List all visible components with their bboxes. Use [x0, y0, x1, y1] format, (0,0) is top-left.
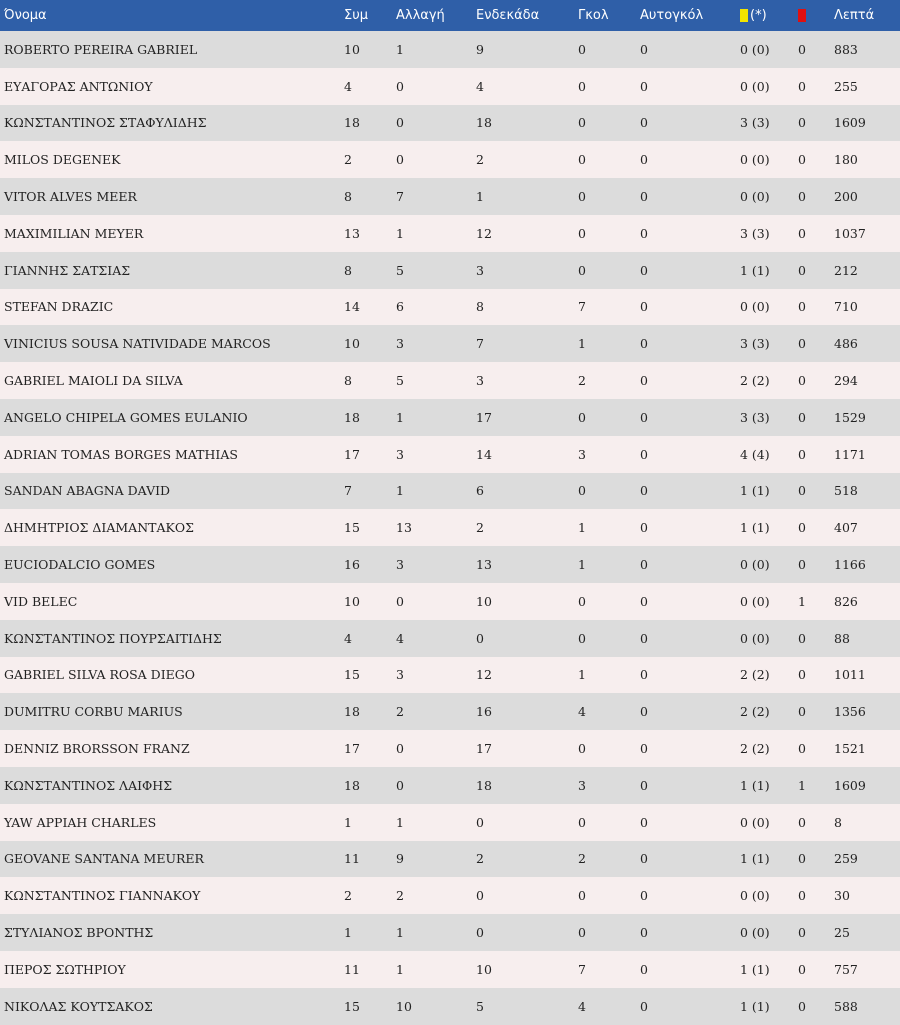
cell-appearances: 1 — [344, 814, 352, 830]
table-row[interactable] — [0, 988, 900, 1025]
cell-red-cards: 0 — [798, 336, 806, 352]
cell-yellow-cards: 0 (0) — [740, 593, 770, 609]
table-row[interactable] — [0, 951, 900, 988]
cell-player-name[interactable]: GABRIEL MAIOLI DA SILVA — [4, 373, 183, 389]
cell-own-goals: 0 — [640, 483, 648, 499]
cell-yellow-cards: 0 (0) — [740, 299, 770, 315]
table-row[interactable] — [0, 399, 900, 436]
cell-player-name[interactable]: ΚΩΝΣΤΑΝΤΙΝΟΣ ΓΙΑΝΝΑΚΟΥ — [4, 888, 201, 904]
cell-goals: 0 — [578, 630, 586, 646]
cell-red-cards: 0 — [798, 814, 806, 830]
cell-starts: 7 — [476, 336, 484, 352]
cell-minutes: 259 — [834, 851, 858, 867]
cell-yellow-cards: 1 (1) — [740, 851, 770, 867]
cell-yellow-cards: 4 (4) — [740, 446, 770, 462]
table-header-row — [0, 0, 900, 31]
cell-appearances: 15 — [344, 667, 360, 683]
cell-yellow-cards: 0 (0) — [740, 888, 770, 904]
cell-starts: 3 — [476, 373, 484, 389]
cell-player-name[interactable]: MILOS DEGENEK — [4, 152, 121, 168]
table-row[interactable] — [0, 325, 900, 362]
table-row[interactable] — [0, 215, 900, 252]
cell-own-goals: 0 — [640, 78, 648, 94]
header-substitutions[interactable]: Αλλαγή — [396, 8, 445, 23]
cell-goals: 7 — [578, 299, 586, 315]
cell-player-name[interactable]: ΚΩΝΣΤΑΝΤΙΝΟΣ ΣΤΑΦΥΛΙΔΗΣ — [4, 115, 207, 131]
cell-starts: 4 — [476, 78, 484, 94]
table-row[interactable] — [0, 362, 900, 399]
cell-starts: 2 — [476, 520, 484, 536]
header-own-goals[interactable]: Αυτογκόλ — [640, 8, 704, 23]
cell-red-cards: 0 — [798, 630, 806, 646]
cell-yellow-cards: 0 (0) — [740, 152, 770, 168]
header-name[interactable]: Όνομα — [4, 8, 47, 23]
cell-red-cards: 0 — [798, 998, 806, 1014]
cell-player-name[interactable]: DENNIZ BRORSSON FRANZ — [4, 741, 190, 757]
cell-minutes: 200 — [834, 189, 858, 205]
cell-own-goals: 0 — [640, 152, 648, 168]
cell-minutes: 407 — [834, 520, 858, 536]
cell-own-goals: 0 — [640, 299, 648, 315]
header-starts[interactable]: Ενδεκάδα — [476, 8, 540, 23]
cell-minutes: 710 — [834, 299, 858, 315]
cell-substitutions: 5 — [396, 373, 404, 389]
table-row[interactable] — [0, 289, 900, 326]
cell-own-goals: 0 — [640, 336, 648, 352]
cell-starts: 12 — [476, 667, 492, 683]
cell-own-goals: 0 — [640, 373, 648, 389]
cell-yellow-cards: 1 (1) — [740, 483, 770, 499]
cell-starts: 9 — [476, 41, 484, 57]
cell-substitutions: 2 — [396, 704, 404, 720]
cell-substitutions: 10 — [396, 998, 412, 1014]
cell-goals: 0 — [578, 78, 586, 94]
cell-own-goals: 0 — [640, 225, 648, 241]
cell-red-cards: 0 — [798, 925, 806, 941]
cell-yellow-cards: 3 (3) — [740, 336, 770, 352]
cell-appearances: 17 — [344, 741, 360, 757]
cell-goals: 0 — [578, 925, 586, 941]
cell-appearances: 15 — [344, 520, 360, 536]
cell-player-name[interactable]: ADRIAN TOMAS BORGES MATHIAS — [4, 446, 238, 462]
cell-starts: 17 — [476, 741, 492, 757]
cell-goals: 0 — [578, 152, 586, 168]
cell-minutes: 518 — [834, 483, 858, 499]
cell-goals: 0 — [578, 814, 586, 830]
cell-starts: 6 — [476, 483, 484, 499]
cell-red-cards: 0 — [798, 446, 806, 462]
cell-goals: 1 — [578, 557, 586, 573]
cell-minutes: 486 — [834, 336, 858, 352]
cell-appearances: 11 — [344, 961, 360, 977]
cell-red-cards: 0 — [798, 115, 806, 131]
cell-goals: 0 — [578, 189, 586, 205]
cell-player-name[interactable]: ANGELO CHIPELA GOMES EULANIO — [4, 409, 248, 425]
cell-appearances: 18 — [344, 704, 360, 720]
cell-appearances: 2 — [344, 888, 352, 904]
table-row[interactable] — [0, 68, 900, 105]
cell-yellow-cards: 1 (1) — [740, 777, 770, 793]
cell-player-name[interactable]: ΝΙΚΟΛΑΣ ΚΟΥΤΣΑΚΟΣ — [4, 998, 153, 1014]
cell-starts: 0 — [476, 630, 484, 646]
cell-substitutions: 1 — [396, 925, 404, 941]
cell-starts: 5 — [476, 998, 484, 1014]
cell-yellow-cards: 1 (1) — [740, 520, 770, 536]
cell-red-cards: 0 — [798, 667, 806, 683]
table-row[interactable] — [0, 31, 900, 68]
cell-player-name[interactable]: EUCIODALCIO GOMES — [4, 557, 156, 573]
cell-appearances: 17 — [344, 446, 360, 462]
cell-player-name[interactable]: ΚΩΝΣΤΑΝΤΙΝΟΣ ΠΟΥΡΣΑΙΤΙΔΗΣ — [4, 630, 222, 646]
cell-player-name[interactable]: ΣΤΥΛΙΑΝΟΣ ΒΡΟΝΤΗΣ — [4, 925, 154, 941]
cell-minutes: 757 — [834, 961, 858, 977]
cell-yellow-cards: 2 (2) — [740, 704, 770, 720]
cell-red-cards: 0 — [798, 373, 806, 389]
yellow-card-icon — [740, 9, 748, 22]
cell-starts: 18 — [476, 115, 492, 131]
table-row[interactable] — [0, 693, 900, 730]
cell-goals: 0 — [578, 741, 586, 757]
cell-red-cards: 1 — [798, 593, 806, 609]
cell-appearances: 10 — [344, 593, 360, 609]
cell-substitutions: 2 — [396, 888, 404, 904]
cell-yellow-cards: 1 (1) — [740, 998, 770, 1014]
cell-minutes: 1166 — [834, 557, 866, 573]
cell-starts: 0 — [476, 814, 484, 830]
cell-substitutions: 3 — [396, 557, 404, 573]
cell-appearances: 16 — [344, 557, 360, 573]
cell-red-cards: 0 — [798, 78, 806, 94]
cell-player-name[interactable]: MAXIMILIAN MEYER — [4, 225, 144, 241]
yellow-card-suffix: (*) — [750, 8, 767, 23]
cell-substitutions: 1 — [396, 814, 404, 830]
cell-player-name[interactable]: ROBERTO PEREIRA GABRIEL — [4, 41, 198, 57]
cell-appearances: 11 — [344, 851, 360, 867]
cell-own-goals: 0 — [640, 704, 648, 720]
cell-player-name[interactable]: SANDAN ABAGNA DAVID — [4, 483, 171, 499]
cell-player-name[interactable]: VID BELEC — [4, 593, 78, 609]
cell-substitutions: 7 — [396, 189, 404, 205]
cell-minutes: 1171 — [834, 446, 866, 462]
cell-minutes: 294 — [834, 373, 858, 389]
table-row[interactable] — [0, 141, 900, 178]
cell-yellow-cards: 2 (2) — [740, 741, 770, 757]
cell-starts: 14 — [476, 446, 492, 462]
cell-goals: 2 — [578, 373, 586, 389]
cell-minutes: 1529 — [834, 409, 866, 425]
cell-starts: 1 — [476, 189, 484, 205]
cell-red-cards: 0 — [798, 704, 806, 720]
cell-player-name[interactable]: ΓΙΑΝΝΗΣ ΣΑΤΣΙΑΣ — [4, 262, 131, 278]
header-appearances[interactable]: Συμ — [344, 8, 369, 23]
table-row[interactable] — [0, 105, 900, 142]
cell-substitutions: 9 — [396, 851, 404, 867]
cell-own-goals: 0 — [640, 888, 648, 904]
cell-minutes: 1609 — [834, 115, 866, 131]
cell-red-cards: 0 — [798, 152, 806, 168]
cell-starts: 3 — [476, 262, 484, 278]
cell-substitutions: 1 — [396, 961, 404, 977]
header-goals[interactable]: Γκολ — [578, 8, 609, 23]
cell-red-cards: 0 — [798, 961, 806, 977]
cell-starts: 8 — [476, 299, 484, 315]
cell-appearances: 10 — [344, 41, 360, 57]
cell-goals: 1 — [578, 667, 586, 683]
cell-red-cards: 0 — [798, 225, 806, 241]
cell-substitutions: 3 — [396, 446, 404, 462]
cell-red-cards: 0 — [798, 262, 806, 278]
cell-player-name[interactable]: YAW APPIAH CHARLES — [4, 814, 157, 830]
cell-player-name[interactable]: VINICIUS SOUSA NATIVIDADE MARCOS — [4, 336, 271, 352]
cell-minutes: 1356 — [834, 704, 866, 720]
cell-goals: 0 — [578, 225, 586, 241]
table-row[interactable] — [0, 546, 900, 583]
cell-player-name[interactable]: ΕΥΑΓΟΡΑΣ ΑΝΤΩΝΙΟΥ — [4, 78, 153, 94]
table-row[interactable] — [0, 730, 900, 767]
cell-goals: 4 — [578, 704, 586, 720]
header-red-cards[interactable] — [794, 0, 830, 31]
table-row[interactable] — [0, 620, 900, 657]
cell-own-goals: 0 — [640, 630, 648, 646]
cell-red-cards: 0 — [798, 888, 806, 904]
cell-goals: 7 — [578, 961, 586, 977]
cell-player-name[interactable]: ΔΗΜΗΤΡΙΟΣ ΔΙΑΜΑΝΤΑΚΟΣ — [4, 520, 194, 536]
cell-substitutions: 0 — [396, 115, 404, 131]
cell-starts: 10 — [476, 593, 492, 609]
cell-red-cards: 0 — [798, 409, 806, 425]
cell-starts: 2 — [476, 851, 484, 867]
cell-own-goals: 0 — [640, 851, 648, 867]
cell-own-goals: 0 — [640, 115, 648, 131]
cell-appearances: 18 — [344, 409, 360, 425]
table-row[interactable] — [0, 804, 900, 841]
cell-goals: 0 — [578, 115, 586, 131]
cell-appearances: 4 — [344, 630, 352, 646]
table-row[interactable] — [0, 473, 900, 510]
cell-starts: 16 — [476, 704, 492, 720]
cell-appearances: 18 — [344, 115, 360, 131]
cell-minutes: 588 — [834, 998, 858, 1014]
cell-minutes: 8 — [834, 814, 842, 830]
cell-goals: 1 — [578, 520, 586, 536]
cell-minutes: 180 — [834, 152, 858, 168]
cell-player-name[interactable]: VITOR ALVES MEER — [4, 189, 137, 205]
cell-own-goals: 0 — [640, 593, 648, 609]
table-body — [0, 31, 900, 1025]
cell-player-name[interactable]: DUMITRU CORBU MARIUS — [4, 704, 183, 720]
table-row[interactable] — [0, 178, 900, 215]
table-row[interactable] — [0, 877, 900, 914]
cell-yellow-cards: 3 (3) — [740, 225, 770, 241]
cell-appearances: 8 — [344, 373, 352, 389]
cell-player-name[interactable]: GEOVANE SANTANA MEURER — [4, 851, 204, 867]
cell-red-cards: 0 — [798, 520, 806, 536]
cell-minutes: 1037 — [834, 225, 866, 241]
cell-own-goals: 0 — [640, 557, 648, 573]
cell-substitutions: 3 — [396, 667, 404, 683]
cell-substitutions: 0 — [396, 741, 404, 757]
cell-goals: 0 — [578, 262, 586, 278]
cell-starts: 18 — [476, 777, 492, 793]
cell-substitutions: 4 — [396, 630, 404, 646]
cell-starts: 0 — [476, 888, 484, 904]
table-row[interactable] — [0, 583, 900, 620]
cell-starts: 10 — [476, 961, 492, 977]
cell-red-cards: 0 — [798, 741, 806, 757]
cell-minutes: 25 — [834, 925, 850, 941]
cell-yellow-cards: 0 (0) — [740, 557, 770, 573]
cell-starts: 17 — [476, 409, 492, 425]
cell-starts: 0 — [476, 925, 484, 941]
cell-yellow-cards: 1 (1) — [740, 262, 770, 278]
cell-appearances: 8 — [344, 262, 352, 278]
cell-substitutions: 1 — [396, 409, 404, 425]
cell-minutes: 826 — [834, 593, 858, 609]
cell-player-name[interactable]: GABRIEL SILVA ROSA DIEGO — [4, 667, 195, 683]
cell-yellow-cards: 0 (0) — [740, 814, 770, 830]
cell-own-goals: 0 — [640, 998, 648, 1014]
cell-goals: 2 — [578, 851, 586, 867]
cell-substitutions: 0 — [396, 152, 404, 168]
cell-own-goals: 0 — [640, 777, 648, 793]
cell-appearances: 7 — [344, 483, 352, 499]
cell-own-goals: 0 — [640, 741, 648, 757]
cell-goals: 3 — [578, 446, 586, 462]
cell-substitutions: 0 — [396, 593, 404, 609]
cell-red-cards: 1 — [798, 777, 806, 793]
table-row[interactable] — [0, 657, 900, 694]
cell-substitutions: 1 — [396, 225, 404, 241]
cell-substitutions: 1 — [396, 41, 404, 57]
cell-starts: 12 — [476, 225, 492, 241]
cell-minutes: 1609 — [834, 777, 866, 793]
cell-yellow-cards: 0 (0) — [740, 41, 770, 57]
cell-own-goals: 0 — [640, 667, 648, 683]
cell-red-cards: 0 — [798, 851, 806, 867]
cell-own-goals: 0 — [640, 409, 648, 425]
cell-appearances: 14 — [344, 299, 360, 315]
cell-player-name[interactable]: STEFAN DRAZIC — [4, 299, 114, 315]
cell-own-goals: 0 — [640, 262, 648, 278]
cell-goals: 4 — [578, 998, 586, 1014]
cell-substitutions: 0 — [396, 78, 404, 94]
cell-goals: 0 — [578, 41, 586, 57]
cell-appearances: 2 — [344, 152, 352, 168]
cell-starts: 13 — [476, 557, 492, 573]
cell-appearances: 13 — [344, 225, 360, 241]
cell-minutes: 255 — [834, 78, 858, 94]
cell-yellow-cards: 2 (2) — [740, 373, 770, 389]
table-row[interactable] — [0, 436, 900, 473]
cell-red-cards: 0 — [798, 483, 806, 499]
table-row[interactable] — [0, 841, 900, 878]
table-row[interactable] — [0, 914, 900, 951]
cell-substitutions: 13 — [396, 520, 412, 536]
cell-substitutions: 1 — [396, 483, 404, 499]
cell-yellow-cards: 0 (0) — [740, 925, 770, 941]
header-yellow-cards[interactable] — [736, 0, 794, 31]
cell-substitutions: 3 — [396, 336, 404, 352]
cell-goals: 0 — [578, 888, 586, 904]
cell-own-goals: 0 — [640, 520, 648, 536]
cell-substitutions: 6 — [396, 299, 404, 315]
cell-appearances: 8 — [344, 189, 352, 205]
cell-own-goals: 0 — [640, 41, 648, 57]
cell-minutes: 88 — [834, 630, 850, 646]
cell-yellow-cards: 0 (0) — [740, 189, 770, 205]
cell-red-cards: 0 — [798, 299, 806, 315]
cell-own-goals: 0 — [640, 189, 648, 205]
table-row[interactable] — [0, 767, 900, 804]
cell-substitutions: 5 — [396, 262, 404, 278]
cell-goals: 0 — [578, 593, 586, 609]
cell-minutes: 30 — [834, 888, 850, 904]
cell-own-goals: 0 — [640, 925, 648, 941]
cell-goals: 0 — [578, 409, 586, 425]
cell-yellow-cards: 3 (3) — [740, 115, 770, 131]
cell-red-cards: 0 — [798, 189, 806, 205]
cell-yellow-cards: 1 (1) — [740, 961, 770, 977]
cell-yellow-cards: 0 (0) — [740, 630, 770, 646]
cell-goals: 3 — [578, 777, 586, 793]
cell-appearances: 1 — [344, 925, 352, 941]
cell-yellow-cards: 2 (2) — [740, 667, 770, 683]
cell-minutes: 212 — [834, 262, 858, 278]
cell-own-goals: 0 — [640, 814, 648, 830]
cell-minutes: 1011 — [834, 667, 866, 683]
cell-yellow-cards: 3 (3) — [740, 409, 770, 425]
cell-substitutions: 0 — [396, 777, 404, 793]
header-minutes[interactable]: Λεπτά — [834, 8, 875, 23]
red-card-icon — [798, 9, 806, 22]
cell-minutes: 1521 — [834, 741, 866, 757]
cell-red-cards: 0 — [798, 41, 806, 57]
cell-goals: 0 — [578, 483, 586, 499]
cell-goals: 1 — [578, 336, 586, 352]
cell-yellow-cards: 0 (0) — [740, 78, 770, 94]
cell-own-goals: 0 — [640, 446, 648, 462]
table-row[interactable] — [0, 252, 900, 289]
cell-appearances: 10 — [344, 336, 360, 352]
cell-red-cards: 0 — [798, 557, 806, 573]
cell-own-goals: 0 — [640, 961, 648, 977]
cell-starts: 2 — [476, 152, 484, 168]
cell-player-name[interactable]: ΚΩΝΣΤΑΝΤΙΝΟΣ ΛΑΙΦΗΣ — [4, 777, 173, 793]
cell-appearances: 4 — [344, 78, 352, 94]
table-row[interactable] — [0, 509, 900, 546]
cell-appearances: 18 — [344, 777, 360, 793]
cell-appearances: 15 — [344, 998, 360, 1014]
cell-player-name[interactable]: ΠΕΡΟΣ ΣΩΤΗΡΙΟΥ — [4, 961, 126, 977]
cell-minutes: 883 — [834, 41, 858, 57]
